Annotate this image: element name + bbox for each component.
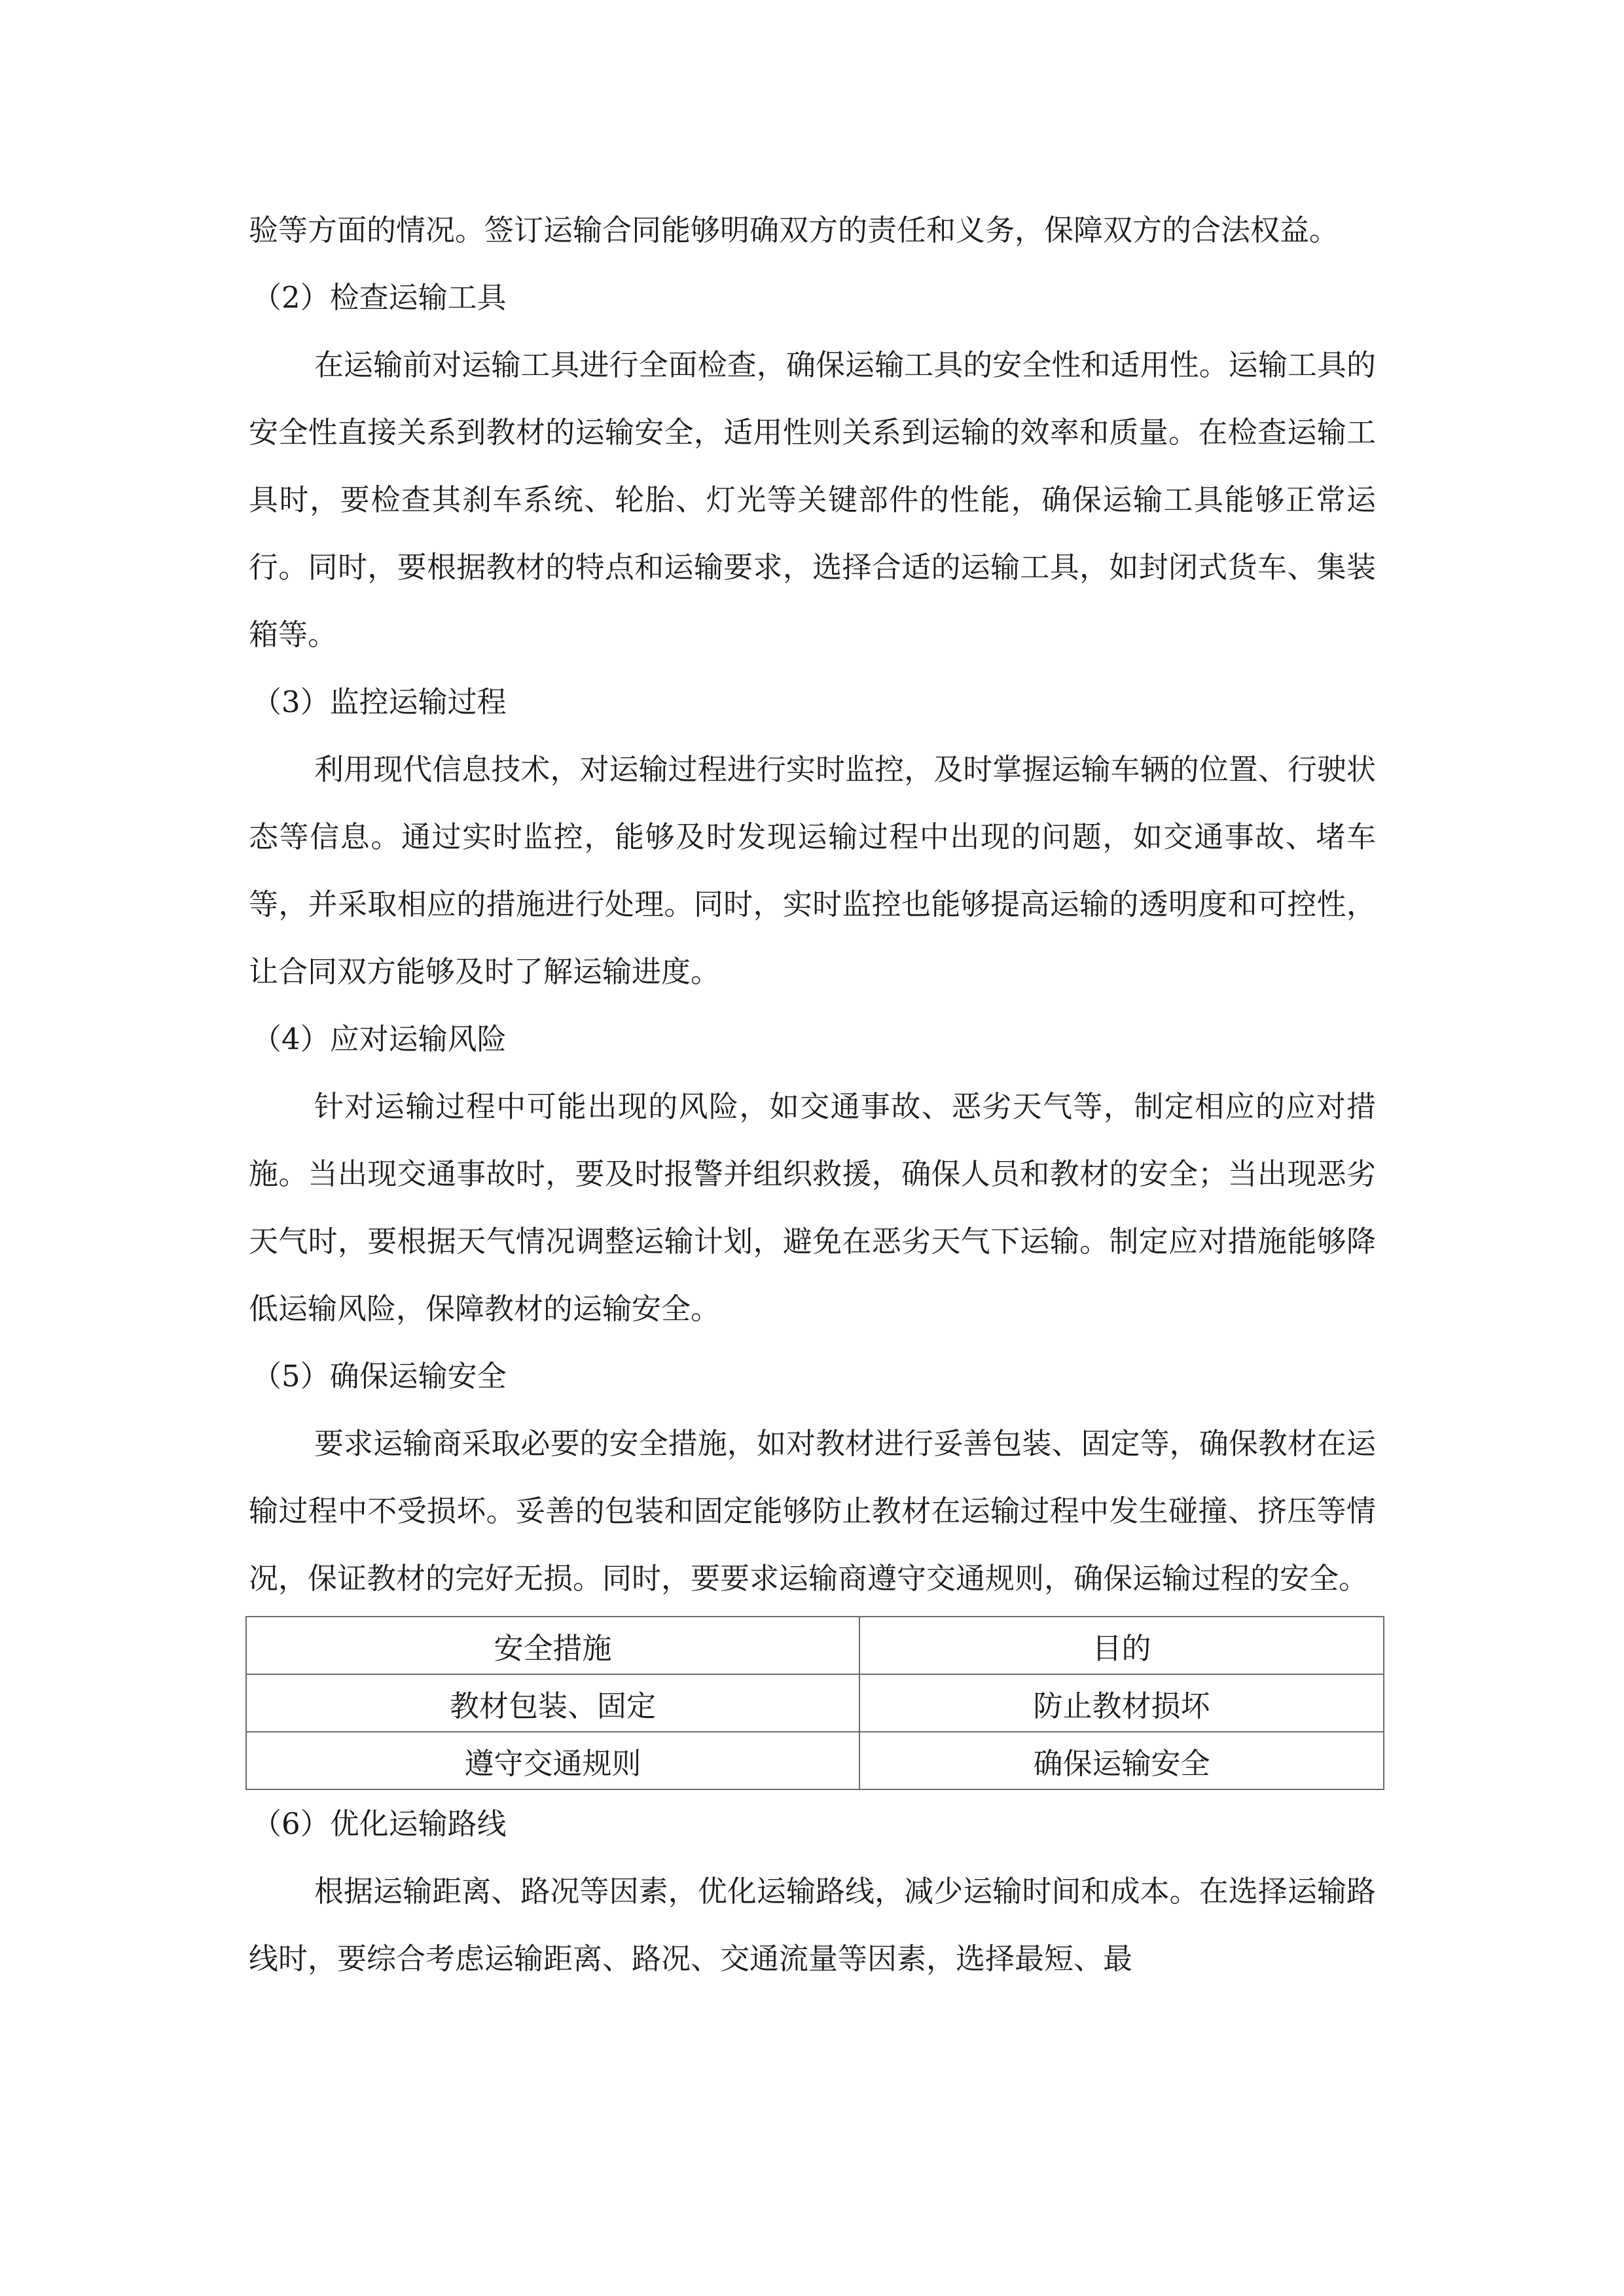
table-cell: 确保运输安全 [859, 1732, 1384, 1789]
table-header-cell: 目的 [859, 1617, 1384, 1674]
paragraph-handle-risk: 针对运输过程中可能出现的风险，如交通事故、恶劣天气等，制定相应的应对措施。当出现交通事故时，要及时报警并组织救援，确保人员和教材的安全；当出现恶劣天气时，要根据天气情况调整运输计划，避免在恶劣天气下运输。制定应对措施能够降低运输风险，保障教材的运输安全。 [249, 1089, 1376, 1326]
paragraph-monitor-transport: 利用现代信息技术，对运输过程进行实时监控，及时掌握运输车辆的位置、行驶状态等信息。通过实时监控，能够及时发现运输过程中出现的问题，如交通事故、堵车等，并采取相应的措施进行处理。同时，实时监控也能够提高运输的透明度和可控性，让合同双方能够及时了解运输进度。 [249, 752, 1376, 989]
heading-check-vehicles: （2）检查运输工具 [252, 280, 507, 315]
table-header-row [246, 1617, 1384, 1674]
safety-measures-table [245, 1616, 1384, 1790]
document-body [249, 196, 1376, 1992]
heading-optimize-route: （6）优化运输路线 [252, 1806, 507, 1841]
heading-ensure-safety: （5）确保运输安全 [252, 1359, 507, 1393]
table-row [246, 1674, 1384, 1732]
table-row [246, 1732, 1384, 1789]
table-header-cell: 安全措施 [246, 1617, 859, 1674]
paragraph-ensure-safety: 要求运输商采取必要的安全措施，如对教材进行妥善包装、固定等，确保教材在运输过程中不受损坏。妥善的包装和固定能够防止教材在运输过程中发生碰撞、挤压等情况，保证教材的完好无损。同时，要要求运输商遵守交通规则，确保运输过程的安全。 [249, 1426, 1376, 1596]
table-cell: 防止教材损坏 [859, 1674, 1384, 1732]
paragraph-contract-continuation: 验等方面的情况。签订运输合同能够明确双方的责任和义务，保障双方的合法权益。 [249, 213, 1339, 247]
table-cell: 教材包装、固定 [246, 1674, 859, 1732]
heading-handle-risk: （4）应对运输风险 [252, 1022, 507, 1056]
table-cell: 遵守交通规则 [246, 1732, 859, 1789]
paragraph-optimize-route: 根据运输距离、路况等因素，优化运输路线，减少运输时间和成本。在选择运输路线时，要综合考虑运输距离、路况、交通流量等因素，选择最短、最 [249, 1874, 1376, 1976]
paragraph-check-vehicles: 在运输前对运输工具进行全面检查，确保运输工具的安全性和适用性。运输工具的安全性直接关系到教材的运输安全，适用性则关系到运输的效率和质量。在检查运输工具时，要检查其刹车系统、轮胎、灯光等关键部件的性能，确保运输工具能够正常运行。同时，要根据教材的特点和运输要求，选择合适的运输工具，如封闭式货车、集装箱等。 [249, 348, 1376, 652]
heading-monitor-transport: （3）监控运输过程 [252, 685, 507, 719]
